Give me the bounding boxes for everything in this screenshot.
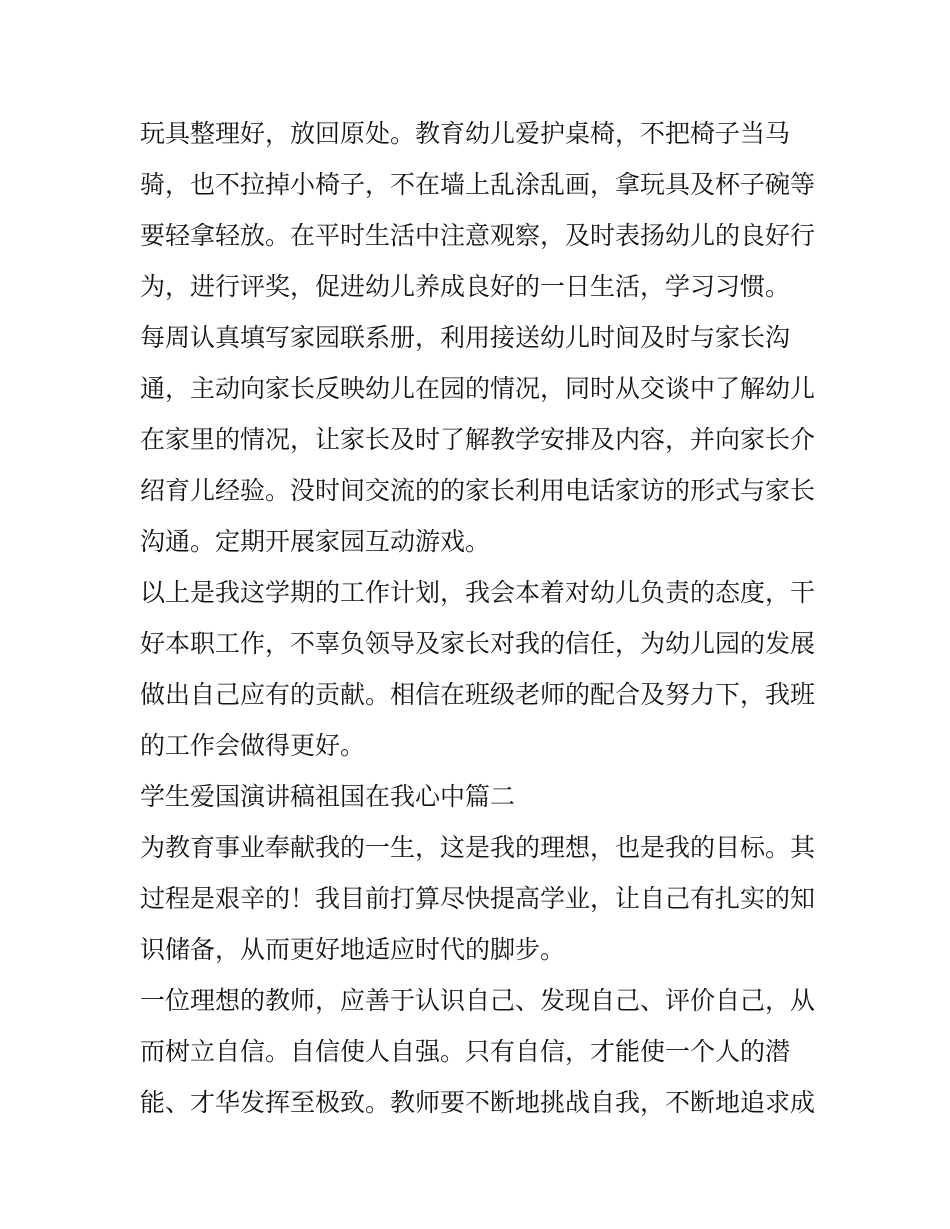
text-line-20: 能、才华发挥至极致。教师要不断地挑战自我，不断地追求成 [140,1088,816,1117]
text-line-12: 做出自己应有的贡献。相信在班级老师的配合及努力下，我班 [140,680,816,709]
body-text [140,108,816,1128]
text-line-5: 每周认真填写家园联系册，利用接送幼儿时间及时与家长沟 [140,323,791,352]
text-line-1: 玩具整理好，放回原处。教育幼儿爱护桌椅，不把椅子当马 [140,119,791,148]
section-heading: 学生爱国演讲稿祖国在我心中篇二 [140,782,516,811]
text-line-18: 一位理想的教师，应善于认识自己、发现自己、评价自己，从 [140,986,816,1015]
text-line-4: 为，进行评奖，促进幼儿养成良好的一日生活，学习习惯。 [140,272,791,301]
text-line-19: 而树立自信。自信使人自强。只有自信，才能使一个人的潜 [140,1037,791,1066]
text-line-16: 过程是艰辛的！我目前打算尽快提高学业，让自己有扎实的知 [140,884,816,913]
text-line-8: 绍育儿经验。没时间交流的的家长利用电话家访的形式与家长 [140,476,816,505]
text-line-9: 沟通。定期开展家园互动游戏。 [140,527,491,556]
text-line-11: 好本职工作，不辜负领导及家长对我的信任，为幼儿园的发展 [140,629,816,658]
text-line-15: 为教育事业奉献我的一生，这是我的理想，也是我的目标。其 [140,833,816,862]
text-line-17: 识储备，从而更好地适应时代的脚步。 [140,935,566,964]
text-line-6: 通，主动向家长反映幼儿在园的情况，同时从交谈中了解幼儿 [140,374,816,403]
text-line-3: 要轻拿轻放。在平时生活中注意观察，及时表扬幼儿的良好行 [140,221,816,250]
text-line-13: 的工作会做得更好。 [140,731,366,760]
text-line-2: 骑，也不拉掉小椅子，不在墙上乱涂乱画，拿玩具及杯子碗等 [140,170,816,199]
text-line-7: 在家里的情况，让家长及时了解教学安排及内容，并向家长介 [140,425,816,454]
text-line-10: 以上是我这学期的工作计划，我会本着对幼儿负责的态度，干 [140,578,816,607]
